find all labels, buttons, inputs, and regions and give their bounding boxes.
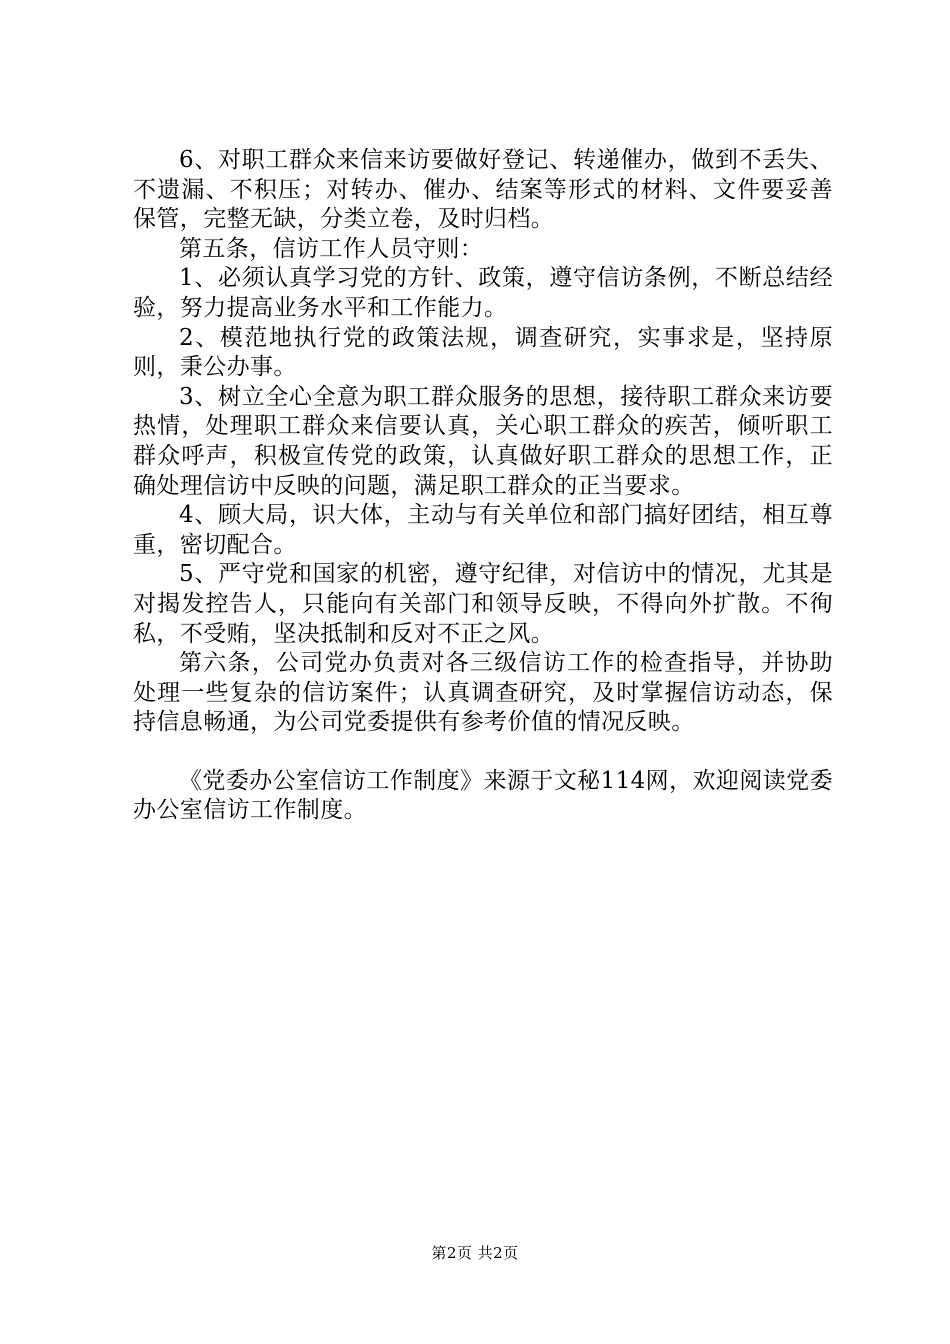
rule-5: 5、严守党和国家的机密，遵守纪律，对信访中的情况，尤其是对揭发控告人，只能向有关部门和领导反映，不得向外扩散。不徇私，不受贿，坚决抵制和反对不正之风。: [133, 561, 833, 647]
rule-3: 3、树立全心全意为职工群众服务的思想，接待职工群众来访要热情，处理职工群众来信要认真，关心职工群众的疾苦，倾听职工群众呼声，积极宣传党的政策，认真做好职工群众的思想工作，正确处理信访中反映的问题，满足职工群众的正当要求。: [133, 383, 833, 499]
page-footer: 第2页 共2页: [431, 1244, 519, 1262]
article-5-heading: 第五条，信访工作人员守则：: [179, 235, 484, 262]
rule-1: 1、必须认真学习党的方针、政策，遵守信访条例，不断总结经验，努力提高业务水平和工作能力。: [133, 265, 833, 321]
document-body: [133, 146, 833, 826]
source-note: 《党委办公室信访工作制度》来源于文秘114网，欢迎阅读党委办公室信访工作制度。: [133, 767, 833, 824]
article-6: 第六条，公司党办负责对各三级信访工作的检查指导，并协助处理一些复杂的信访案件；认真调查研究，及时掌握信访动态，保持信息畅通，为公司党委提供有参考价值的情况反映。: [133, 650, 833, 736]
paragraph-spacer: [133, 738, 833, 767]
rule-2: 2、模范地执行党的政策法规，调查研究，实事求是，坚持原则，秉公办事。: [133, 324, 833, 381]
paragraph-item-6: 6、对职工群众来信来访要做好登记、转递催办，做到不丢失、不遗漏、不积压；对转办、催办、结案等形式的材料、文件要妥善保管，完整无缺，分类立卷，及时归档。: [133, 147, 833, 233]
rule-4: 4、顾大局，识大体，主动与有关单位和部门搞好团结，相互尊重，密切配合。: [133, 502, 833, 558]
